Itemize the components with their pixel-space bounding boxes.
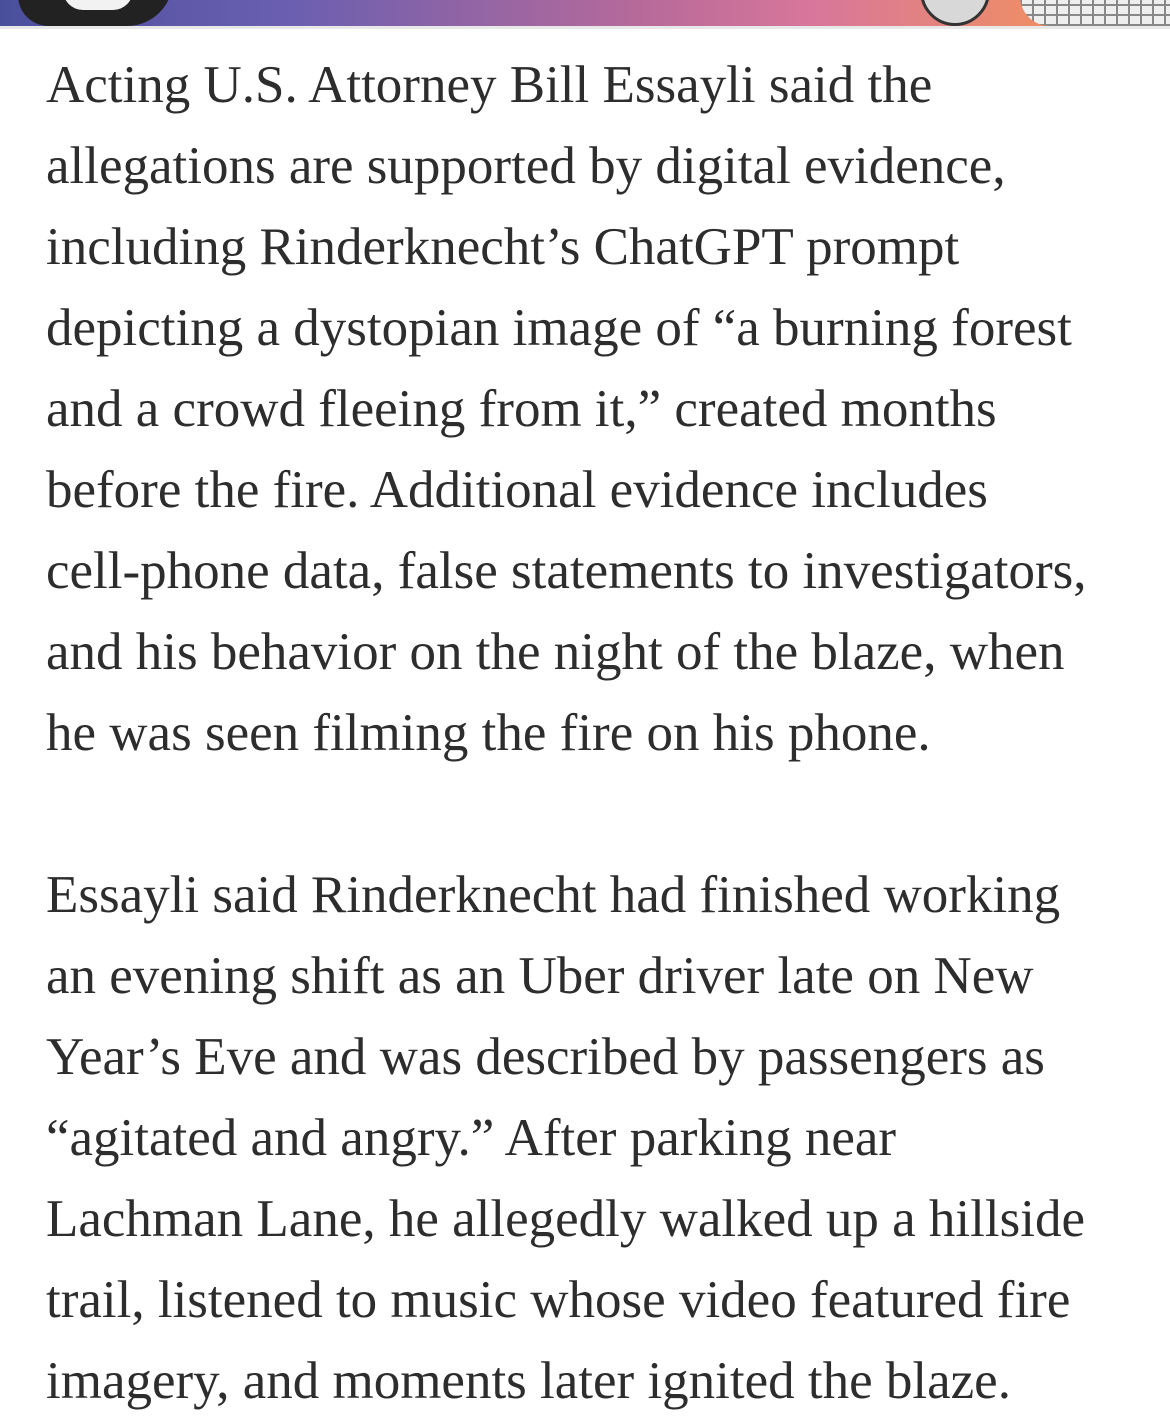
banner-plaid-shirt [1020, 0, 1170, 26]
article-paragraph-1: Acting U.S. Attorney Bill Essayli said the allegations are supported by digital evidence, including Rinderknecht’s ChatGPT prompt depicting a dystopian image of “a burning forest and a crowd fleeing from it,” created months before the fire. Additional evidence includes cell-phone data, false statements to investigators, and his behavior on the night of the blaze, when he was seen filming the fire on his phone. [46, 56, 1087, 762]
article-body [46, 45, 1146, 1422]
article-paragraph-2: Essayli said Rinderknecht had finished working an evening shift as an Uber driver late on New Year’s Eve and was described by passengers as “agitated and angry.” After parking near Lachman Lane, he allegedly walked up a hillside trail, listened to music whose video featured fire imagery, and moments later ignited the blaze. [46, 866, 1085, 1410]
header-divider [0, 26, 1170, 29]
banner-figure-right [920, 0, 1170, 26]
banner-person-head [920, 0, 990, 26]
banner-figure-left [18, 0, 173, 26]
header-image-banner [0, 0, 1170, 26]
